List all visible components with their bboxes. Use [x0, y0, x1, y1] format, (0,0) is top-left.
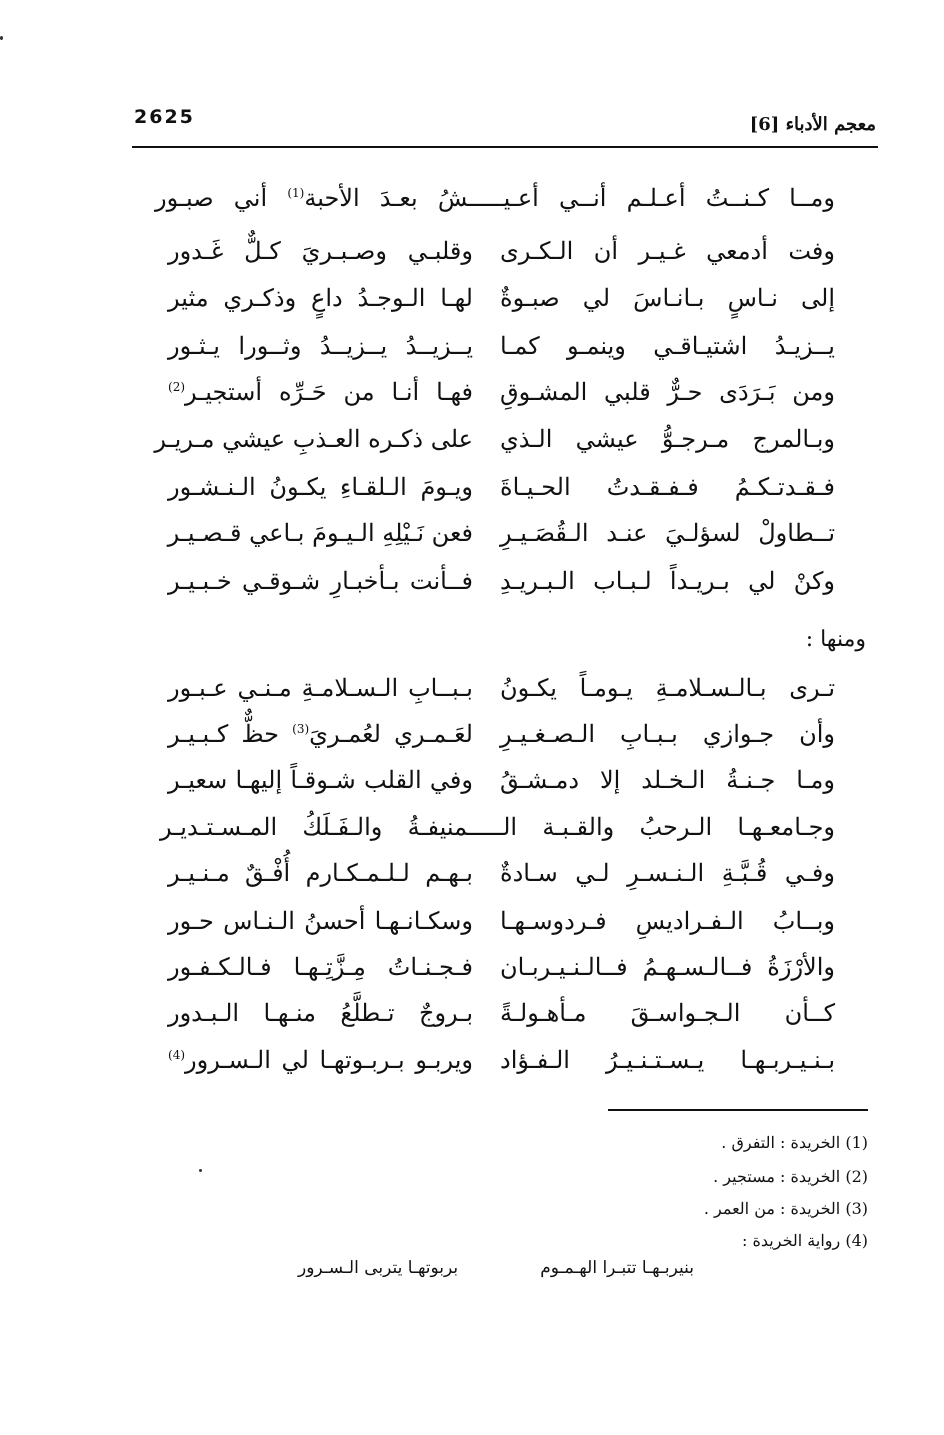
- verse-second-hemistich: وقلبـي وصـبـريَ كـلٌّ غَـدور: [168, 237, 473, 265]
- verse-first-hemistich: بـنـيـربـهـا يـسـتـنـيـرُ الـفـؤاد: [500, 1046, 835, 1074]
- verse-first-hemistich: يــزيـدُ اشتيـاقـي وينمـو كمـا: [500, 332, 835, 360]
- verse-first-hemistich: والأرْزَةُ فــالـسـهـمُ فــالـنـيـربـان: [500, 953, 835, 981]
- verse-second-hemistich: ويربـو بـربـوتهـا لي الـسـرور$^{(4)}$: [168, 1046, 473, 1074]
- verse-second-hemistich: وفي القلب شـوقـاً إليهـا سعيـر: [168, 766, 473, 794]
- verse-first-hemistich: ومـا جـنـةُ الـخـلد إلا دمـشـقُ: [500, 766, 835, 794]
- scan-speck: [199, 1169, 202, 1172]
- footnote-3: (3) الخريدة : من العمر .: [703, 1199, 868, 1218]
- footnote-ref: (2): [168, 380, 186, 394]
- verse-first-hemistich: وبـالمرج مـرجـوُّ عيشي الـذي: [500, 425, 835, 453]
- verse-second-hemistich: بـهـم لـلـمـكـارم أُفْـقٌ مـنـيـر: [168, 859, 473, 887]
- verse-second-hemistich: فعن نَـيْلِهِ الـيـومَ بـاعي قـصـيـر: [167, 519, 473, 547]
- verse-first-hemistich: فـقـدتـكـمُ فـفـقـدتُ الحـيـاةَ: [500, 473, 835, 501]
- verse-second-hemistich: بـروجٌ تـطلَّعُ منـهـا الـبـدور: [168, 999, 473, 1027]
- footnote-4: (4) رواية الخريدة :: [742, 1231, 868, 1250]
- page-header: [132, 100, 878, 150]
- verse-second-hemistich: فــأنت بـأخبـارِ شـوقـي خـبـيـر: [168, 567, 473, 595]
- verse-second-hemistich: يــزيــدُ يــزيــدُ وثــورا يـثـور: [168, 332, 473, 360]
- page-number: 2625: [134, 106, 195, 128]
- verse-second-hemistich: فـجـنـاتُ مِـزَّتِـهـا فـالـكـفـور: [168, 953, 473, 981]
- verse-first-hemistich: وكنْ لي بـريـداً لـبـاب الـبـريـدِ: [500, 567, 835, 595]
- footnote-verse-second: بربوتهـا يتربى الـسـرور: [298, 1258, 459, 1278]
- verse-second-hemistich: فهـا أنـا من حَـرِّه أستجيـر$^{(2)}$: [168, 378, 473, 406]
- footnote-2: (2) الخريدة : مستجير .: [713, 1167, 868, 1186]
- verse-full-line: وجـامعـهـا الـرحبُ والقـبـة الـــــمنيفـةُ والـفَـلَكُ المـسـتـديـر: [160, 813, 835, 841]
- verse-first-hemistich: كــأن الـجـواسـقَ مـأهـولـةً: [500, 999, 835, 1027]
- verse-full-line: ومــا كـنــتُ أعـلـم أنــي أعـيـــــشُ بعـدَ الأحبة$^{(1)}$ أني صبـور: [155, 184, 835, 212]
- section-label: ومنها :: [805, 627, 866, 652]
- verse-first-hemistich: وفـي قُـبَّـةِ الـنـسـرِ لـي سـادةٌ: [500, 859, 835, 887]
- verse-first-hemistich: تــطاولْ لسؤلـيَ عنـد الـقُصَـيـرِ: [500, 519, 835, 547]
- footnote-ref: (1): [287, 186, 305, 200]
- verse-first-hemistich: تـرى بـالـسـلامـةِ يـومـاً يكـونُ: [500, 674, 835, 702]
- verse-second-hemistich: بـبــابِ الـسـلامـةِ مـنـي عـبـور: [168, 674, 473, 702]
- footnote-1: (1) الخريدة : التفرق .: [721, 1133, 868, 1152]
- header-rule: [132, 146, 878, 148]
- verse-second-hemistich: لعَـمـري لعُمـريَ$^{(3)}$ حظٌّ كـبـيـر: [168, 720, 473, 748]
- verse-first-hemistich: ومن بَـرَدَى حـرٌّ قلبي المشـوقِ: [500, 378, 835, 406]
- verse-second-hemistich: ويـومَ الـلقـاءِ يكـونُ الـنـشـور: [168, 473, 473, 501]
- footnote-rule: [608, 1109, 868, 1111]
- footnote-ref: (3): [292, 722, 310, 736]
- verse-first-hemistich: وأن جـوازي بـبـابِ الـصـغـيـرِ: [500, 720, 835, 748]
- verse-first-hemistich: وبــابُ الـفـراديسِ فـردوسـهـا: [500, 907, 835, 935]
- verse-first-hemistich: إلى نـاسٍ بـانـاسَ لي صبـوةٌ: [500, 284, 835, 312]
- footnote-verse-first: بنيربـهـا تتبـرا الهـمـوم: [540, 1258, 694, 1278]
- verse-first-hemistich: وفت أدمعي غـيـر أن الـكـرى: [500, 237, 835, 265]
- verse-second-hemistich: لهـا الـوجـدُ داعٍ وذكـري مثير: [168, 284, 473, 312]
- verse-second-hemistich: على ذكـره العـذبِ عيشي مـريـر: [154, 425, 473, 453]
- scan-speck: [0, 36, 3, 40]
- running-head: معجم الأدباء [6]: [749, 114, 876, 135]
- footnote-ref: (4): [168, 1048, 186, 1062]
- verse-second-hemistich: وسكـانـهـا أحسنُ الـنـاس حـور: [168, 907, 473, 935]
